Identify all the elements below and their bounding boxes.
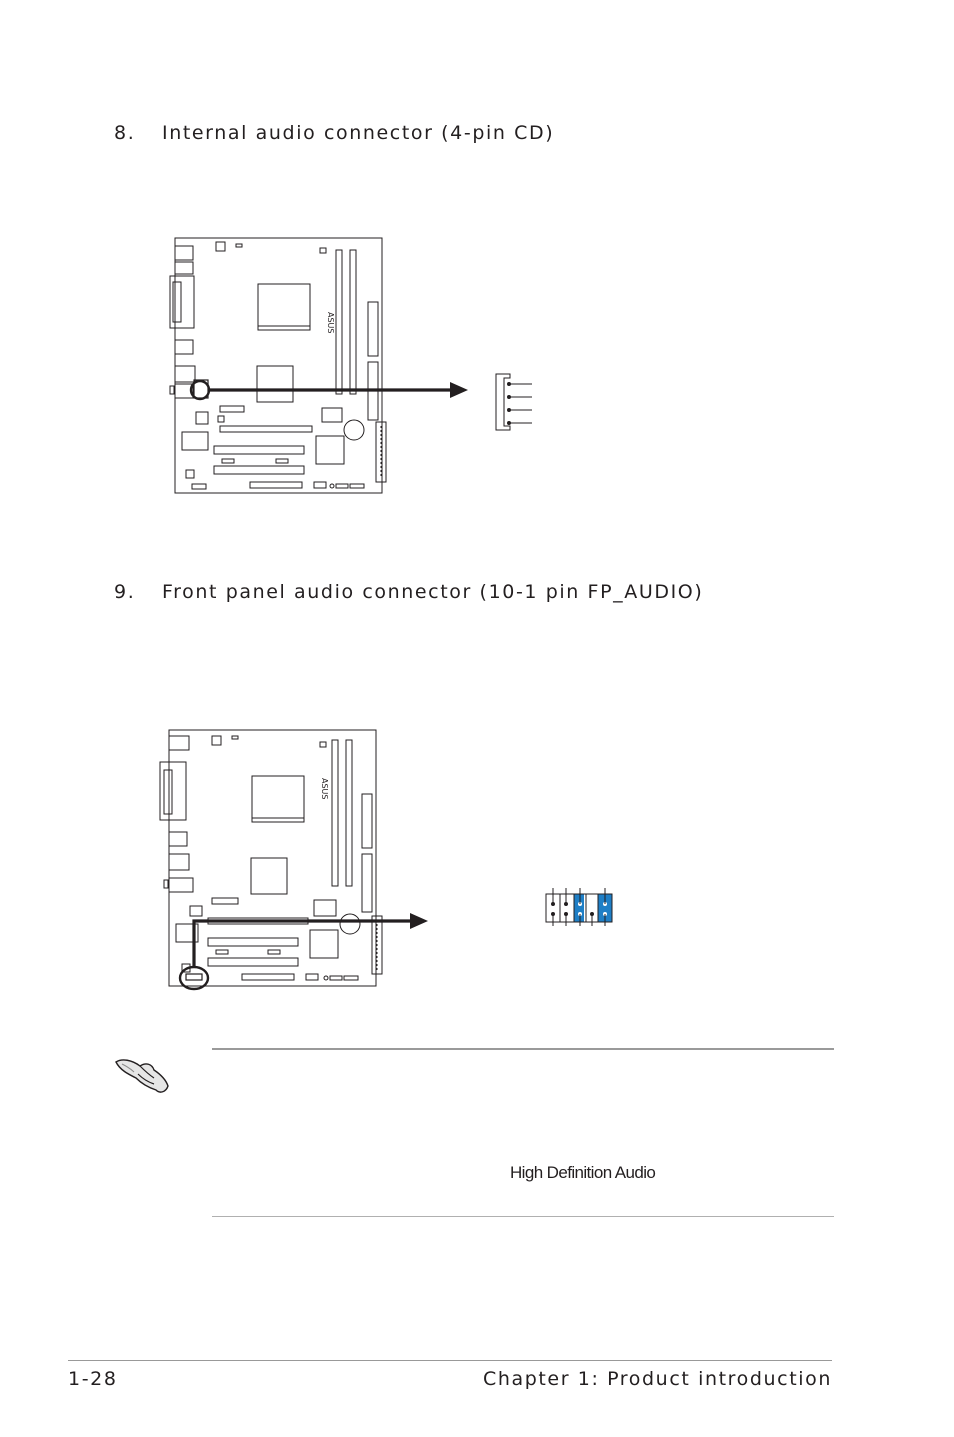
section-9-number: 9. [114,581,136,603]
page-number: 1-28 [68,1368,118,1390]
arrow-icon [410,913,428,929]
section-8-number: 8. [114,122,136,144]
section-8-title: Internal audio connector (4-pin CD) [162,122,555,144]
section-8-heading [114,122,554,144]
arrow-icon [450,382,468,398]
section-9-heading [114,581,703,603]
motherboard-fp-audio-diagram [150,722,630,994]
board-logo: ASUS [326,312,335,334]
footer-rule [68,1360,832,1361]
note-bottom-rule [212,1216,834,1217]
hand-note-icon [112,1052,174,1096]
motherboard-cd-diagram [160,232,550,502]
chapter-title: Chapter 1: Product introduction [482,1368,832,1390]
section-9-title: Front panel audio connector (10-1 pin FP_AUDIO) [162,581,704,603]
board-logo: ASUS [320,778,329,800]
fp-audio-pinout [546,888,612,926]
note-top-rule [212,1048,834,1050]
cd-connector-pinout [496,374,532,430]
note-text: High Definition Audio [510,1163,656,1182]
